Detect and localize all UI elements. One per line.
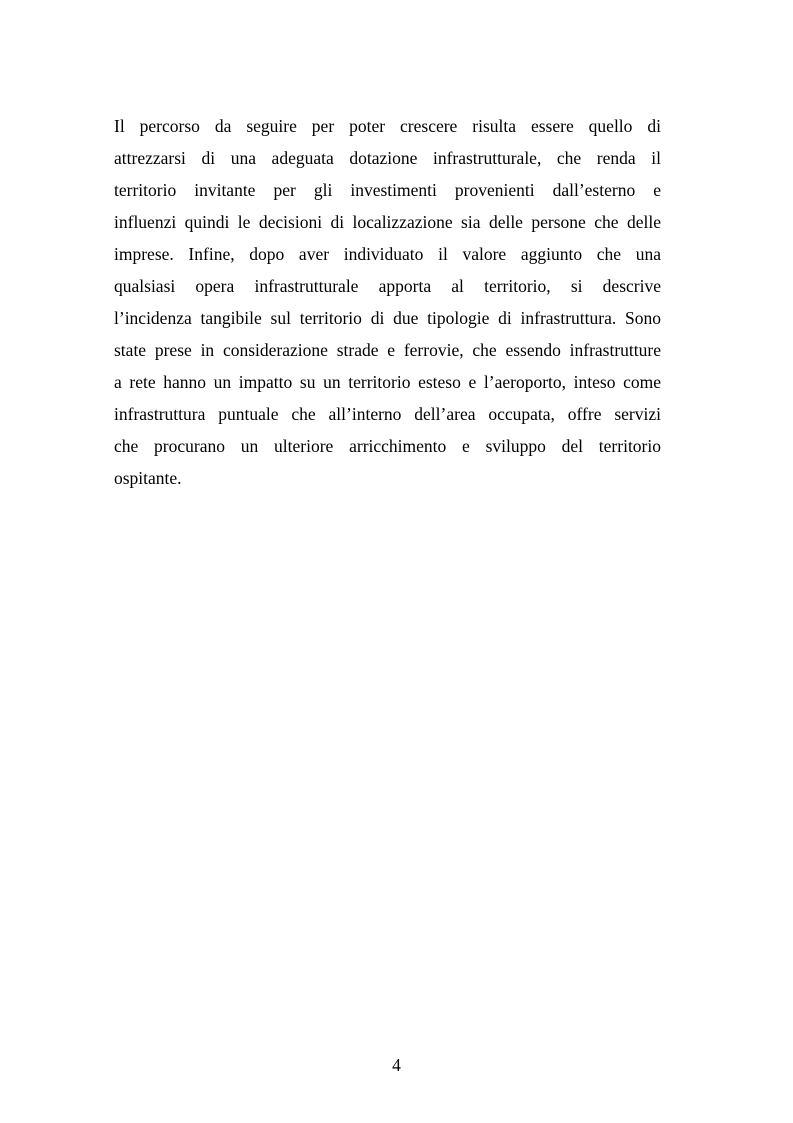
paragraph-line: imprese. Infine, dopo aver individuato il valore aggiunto che una [114,244,661,264]
body-paragraph [114,110,661,494]
paragraph-line: Il percorso da seguire per poter crescere risulta essere quello di [114,116,661,136]
paragraph-line: ospitante. [114,468,182,488]
paragraph-line: attrezzarsi di una adeguata dotazione infrastrutturale, che renda il [114,148,661,168]
paragraph-line: l’incidenza tangibile sul territorio di due tipologie di infrastruttura. Sono [114,308,661,328]
paragraph-line: a rete hanno un impatto su un territorio esteso e l’aeroporto, inteso come [114,372,661,392]
paragraph-line: infrastruttura puntuale che all’interno dell’area occupata, offre servizi [114,404,661,424]
paragraph-line: qualsiasi opera infrastrutturale apporta al territorio, si descrive [114,276,661,296]
paragraph-line: che procurano un ulteriore arricchimento e sviluppo del territorio [114,436,661,456]
paragraph-line: influenzi quindi le decisioni di localizzazione sia delle persone che delle [114,212,661,232]
paragraph-line: territorio invitante per gli investimenti provenienti dall’esterno e [114,180,661,200]
page-number: 4 [392,1055,401,1075]
paragraph-line: state prese in considerazione strade e ferrovie, che essendo infrastrutture [114,340,661,360]
